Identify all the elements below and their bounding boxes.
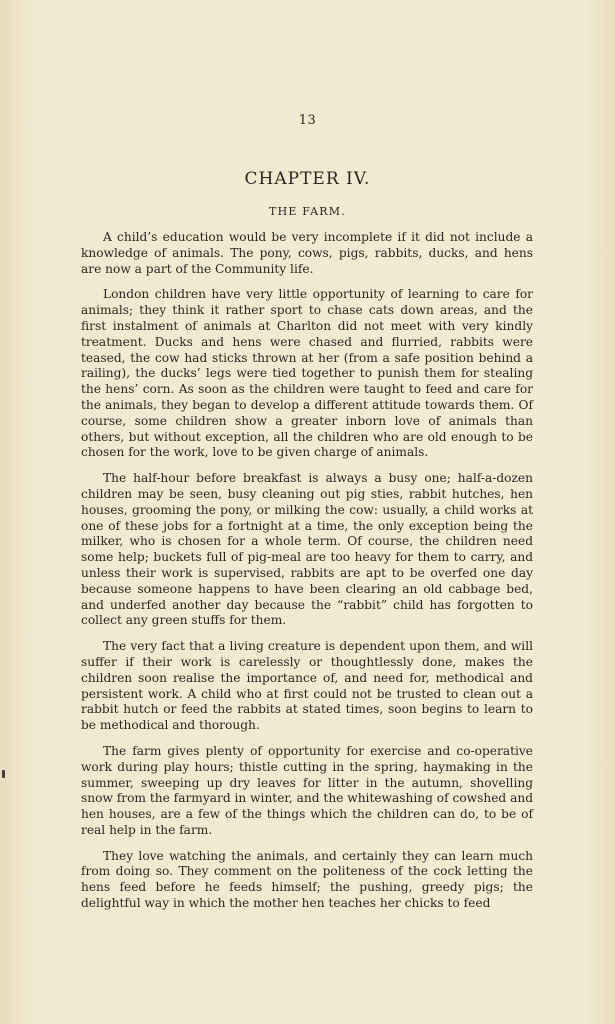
section-title: THE FARM. [269, 205, 346, 218]
paragraph: The very fact that a living creature is dependent upon them, and will suffer if their work is carelessly or thoughtlessly done, makes the children soon realise the importance of, and need for, methodical and persistent work. A child who at first could not be trusted to clean out a rabbit hutch or feed the rabbits at stated times, soon begins to learn to be methodical and thorough. [81, 639, 533, 733]
paragraph: The half-hour before breakfast is always a busy one; half-a-dozen children may be seen, busy cleaning out pig sties, rabbit hutches, hen houses, grooming the pony, or milking the cow: usually, a child works at one of these jobs for a fortnight at a time, the only exception being the milker, who is chosen for a whole term. Of course, the children need some help; buckets full of pig-meal are too heavy for them to carry, and unless their work is supervised, rabbits are apt to be overfed one day because someone happens to have been clearing an old cabbage bed, and underfed another day because the “rabbit” child has forgotten to collect any green stuffs for them. [81, 471, 533, 628]
margin-mark [2, 770, 5, 778]
paragraph: A child’s education would be very incomplete if it did not include a knowledge of animals. The pony, cows, pigs, rabbits, ducks, and hens are now a part of the Community life. [81, 230, 533, 276]
chapter-title: CHAPTER IV. [244, 169, 371, 189]
paragraph: They love watching the animals, and certainly they can learn much from doing so. They comment on the politeness of the cock letting the hens feed before he feeds himself; the pushing, greedy pigs; the delightful way in which the mother hen teaches her chicks to feed [81, 848, 533, 911]
body-text [81, 230, 533, 922]
paragraph: The farm gives plenty of opportunity for exercise and co-operative work during play hours; thistle cutting in the spring, haymaking in the summer, sweeping up dry leaves for litter in the autumn, shovelling snow from the farmyard in winter, and the whitewashing of cowshed and hen houses, are a few of the things which the children can do, to be of real help in the farm. [81, 743, 534, 837]
paragraph: London children have very little opportunity of learning to care for animals; they think it rather sport to chase cats down areas, and the first instalment of animals at Charlton did not meet with very kindly treatment. Ducks and hens were chased and flurried, rabbits were teased, the cow had sticks thrown at her (from a safe position behind a railing), the ducks’ legs were tied together to punish them for stealing the hens’ corn. As soon as the children were taught to feed and care for the animals, they began to develop a different attitude towards them. Of course, some children show a greater inborn love of animals than others, but without exception, all the children who are old enough to be chosen for the work, love to be given charge of animals. [81, 287, 533, 460]
page-number: 13 [298, 113, 317, 128]
